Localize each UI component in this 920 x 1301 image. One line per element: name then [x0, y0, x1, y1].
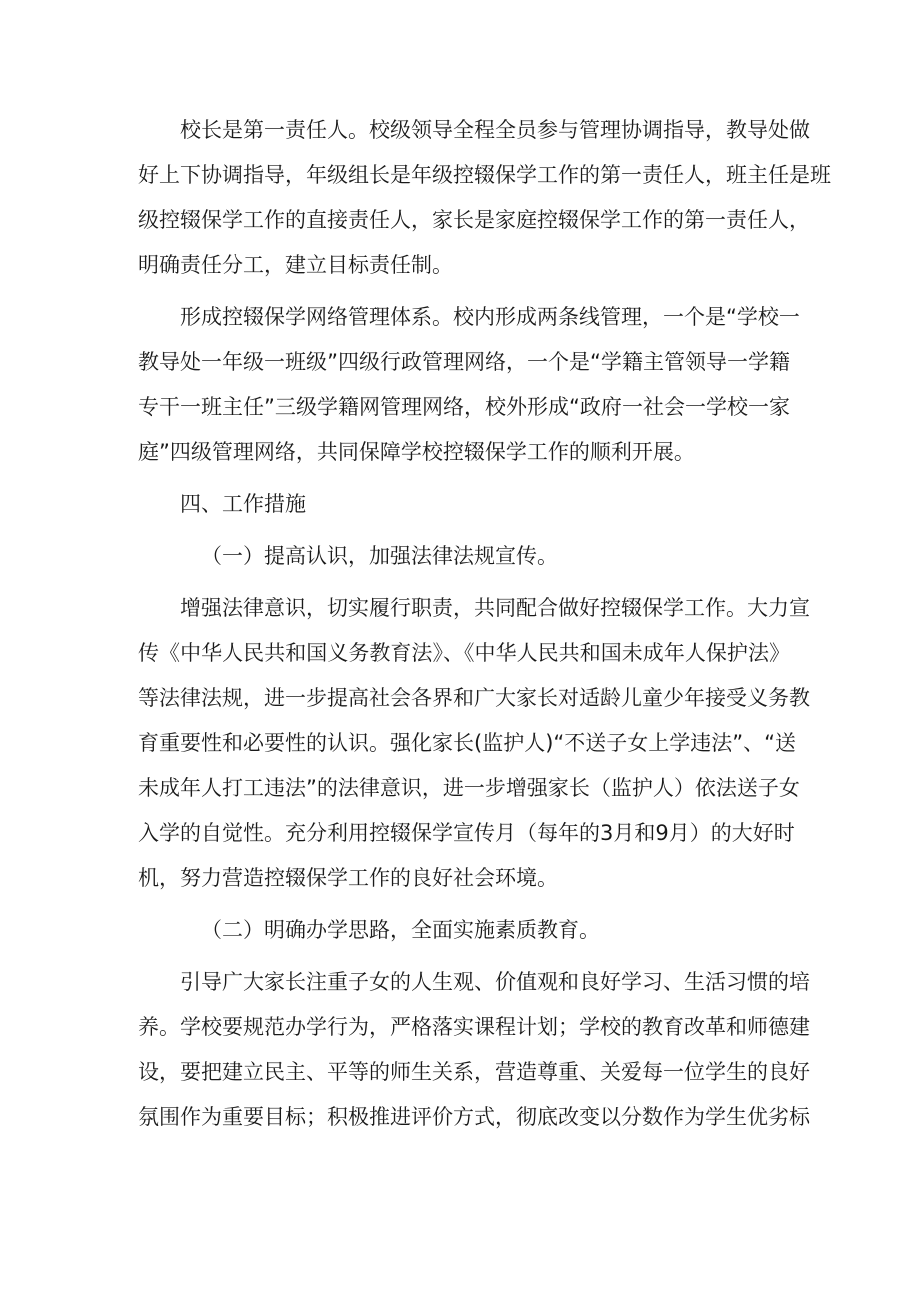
text-line: 机，努力营造控辍保学工作的良好社会环境。: [138, 866, 558, 890]
text-line: 引导广大家长注重子女的人生观、价值观和良好学习、生活习惯的培: [180, 970, 810, 994]
paragraph-network: [138, 295, 800, 475]
text-line: 传《中华人民共和国义务教育法》、《中华人民共和国未成年人保护法》: [138, 641, 790, 665]
text-line: 未成年人打工违法”的法律意识，进一步增强家长（监护人）依法送子女: [138, 776, 800, 800]
section-heading: 四、工作措施: [180, 492, 306, 516]
paragraph-responsibility: [138, 108, 831, 288]
text-line: 设，要把建立民主、平等的师生关系，营造尊重、关爱每一位学生的良好: [138, 1060, 810, 1084]
text-line: 专干一班主任”三级学籍网管理网络，校外形成“政府一社会一学校一家: [138, 395, 790, 419]
text-line: 育重要性和必要性的认识。强化家长(监护人)“不送子女上学违法”、“送: [138, 731, 797, 755]
subsection-heading: （二）明确办学思路，全面实施素质教育。: [201, 918, 600, 942]
text-line: 增强法律意识，切实履行职责，共同配合做好控辍保学工作。大力宣: [180, 596, 810, 620]
paragraph-quality-education: [138, 960, 810, 1140]
text-line: 氛围作为重要目标；积极推进评价方式，彻底改变以分数作为学生优劣标: [138, 1105, 810, 1129]
text-line: 教导处一年级一班级”四级行政管理网络，一个是“学籍主管领导一学籍: [138, 350, 790, 374]
text-line: 入学的自觉性。充分利用控辍保学宣传月（每年的3月和9月）的大好时: [138, 821, 795, 845]
text-line: 养。学校要规范办学行为，严格落实课程计划；学校的教育改革和师德建: [138, 1015, 810, 1039]
paragraph-legal-awareness: [138, 586, 810, 901]
subsection-heading: （一）提高认识，加强法律法规宣传。: [201, 544, 558, 568]
text-line: 明确责任分工，建立目标责任制。: [138, 253, 453, 277]
text-line: 等法律法规，进一步提高社会各界和广大家长对适龄儿童少年接受义务教: [138, 686, 810, 710]
text-line: 形成控辍保学网络管理体系。校内形成两条线管理，一个是“学校一: [180, 305, 800, 329]
text-line: 好上下协调指导，年级组长是年级控辍保学工作的第一责任人，班主任是班: [138, 163, 831, 187]
text-line: 校长是第一责任人。校级领导全程全员参与管理协调指导，教导处做: [180, 118, 810, 142]
document-body: [138, 108, 831, 1140]
text-line: 庭”四级管理网络，共同保障学校控辍保学工作的顺利开展。: [138, 440, 695, 464]
text-line: 级控辍保学工作的直接责任人，家长是家庭控辍保学工作的第一责任人，: [138, 208, 810, 232]
